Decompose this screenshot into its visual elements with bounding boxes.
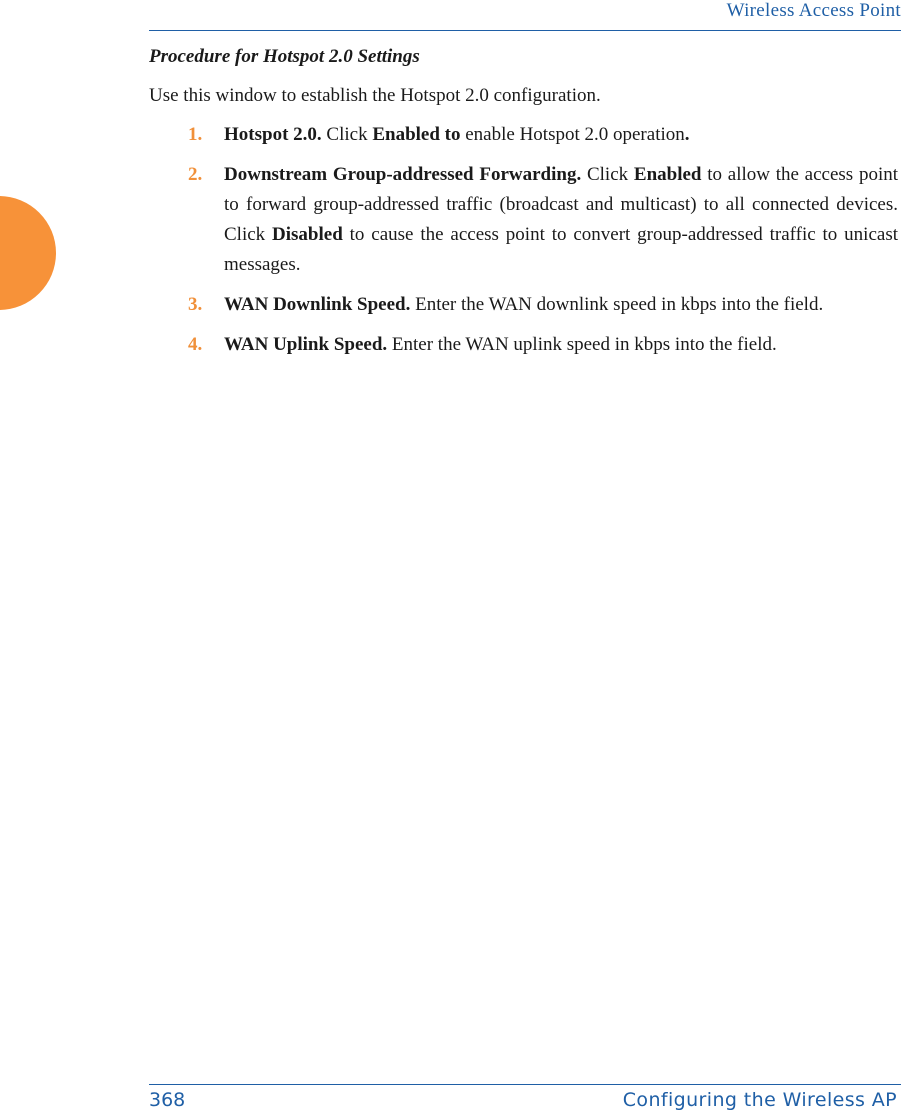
step-emphasis: Enabled [633, 164, 702, 185]
step-number: 3. [188, 294, 203, 315]
step-term: WAN Downlink Speed. [224, 294, 411, 315]
procedure-title: Procedure for Hotspot 2.0 Settings [149, 46, 420, 67]
page-number: 368 [149, 1089, 186, 1111]
step-text: to allow the access point to forward group-addressed traffic (broadcast and multicast) to all connected devices. Click [224, 164, 899, 245]
page-footer [149, 1084, 901, 1114]
step-wan-downlink [149, 290, 898, 320]
step-text: Click [321, 124, 373, 145]
step-term: WAN Uplink Speed. [224, 334, 388, 355]
chapter-tab-marker [0, 196, 56, 310]
step-number: 2. [188, 164, 203, 185]
step-term: Downstream Group-addressed Forwarding. [224, 164, 582, 185]
intro-paragraph: Use this window to establish the Hotspot 2.0 configuration. [149, 85, 601, 106]
step-downstream-forwarding [149, 160, 898, 280]
procedure-steps [149, 120, 898, 370]
page-header [149, 0, 901, 31]
step-emphasis: . [684, 124, 690, 145]
step-wan-uplink [149, 330, 898, 360]
step-text: Enter the WAN uplink speed in kbps into the field. [387, 334, 777, 355]
section-name: Configuring the Wireless AP [622, 1089, 897, 1111]
running-head: Wireless Access Point [726, 0, 901, 21]
step-hotspot [149, 120, 898, 150]
step-term: Hotspot 2.0. [224, 124, 322, 145]
step-number: 1. [188, 124, 203, 145]
step-text: to cause the access point to convert group-addressed traffic to unicast messages. [224, 224, 898, 275]
step-emphasis: Enabled to [372, 124, 461, 145]
step-text: Enter the WAN downlink speed in kbps into the field. [410, 294, 824, 315]
step-text: Click [581, 164, 634, 185]
step-text: enable Hotspot 2.0 operation [460, 124, 685, 145]
step-number: 4. [188, 334, 203, 355]
step-emphasis: Disabled [272, 224, 343, 245]
